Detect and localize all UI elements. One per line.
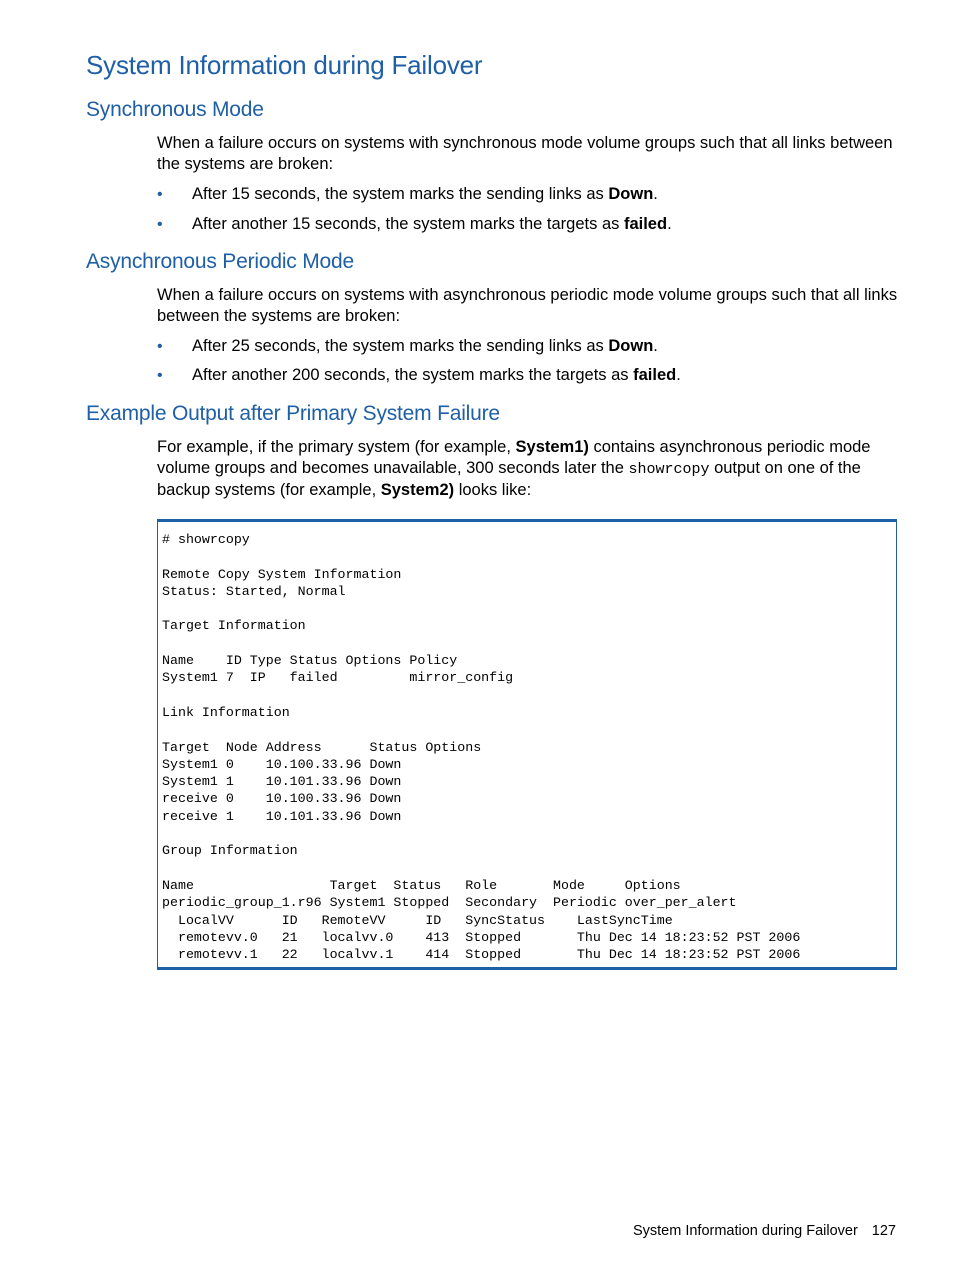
- section-heading-example-output: Example Output after Primary System Failure: [86, 402, 500, 425]
- page-title: System Information during Failover: [86, 50, 483, 80]
- bullet-icon: •: [157, 186, 163, 203]
- bullet-icon: •: [157, 216, 163, 233]
- page-number: 127: [871, 1223, 896, 1239]
- example-intro: For example, if the primary system (for example, System1) contains asynchronous periodic mode volume groups and becomes unavailable, 300 seconds later the showrcopy output on one of the backup systems (for example, System2) looks like:: [157, 438, 871, 499]
- synchronous-intro: When a failure occurs on systems with synchronous mode volume groups such that all links between the systems are broken:: [157, 134, 893, 173]
- section-heading-synchronous-mode: Synchronous Mode: [86, 98, 264, 121]
- page-footer: [633, 1223, 896, 1239]
- bullet-icon: •: [157, 367, 163, 384]
- inline-code: showrcopy: [628, 461, 710, 478]
- asynchronous-intro: When a failure occurs on systems with asynchronous periodic mode volume groups such that all links between the systems are broken:: [157, 286, 898, 325]
- showrcopy-output: # showrcopy Remote Copy System Information Status: Started, Normal Target Information Name ID Type Status Options Policy System1 7 IP failed mirror_config Link Information Target Node Address Status Options System1 0 10.100.33.96 Down System1 1 10.101.33.96 Down receive 0 10.100.33.96 Down receive 1 10.101.33.96 Down Group Information Name Target Status Role Mode Options periodic_group_1.r96 System1 Stopped Secondary Periodic over_per_alert LocalVV ID RemoteVV ID SyncStatus LastSyncTime remotevv.0 21 localvv.0 413 Stopped Thu Dec 14 18:23:52 PST 2006 remotevv.1 22 localvv.1 414 Stopped Thu Dec 14 18:23:52 PST 2006: [162, 532, 801, 963]
- footer-title: System Information during Failover: [632, 1223, 858, 1239]
- section-heading-asynchronous-periodic-mode: Asynchronous Periodic Mode: [86, 250, 354, 273]
- code-output-block: [157, 519, 897, 970]
- bullet-icon: •: [157, 338, 163, 355]
